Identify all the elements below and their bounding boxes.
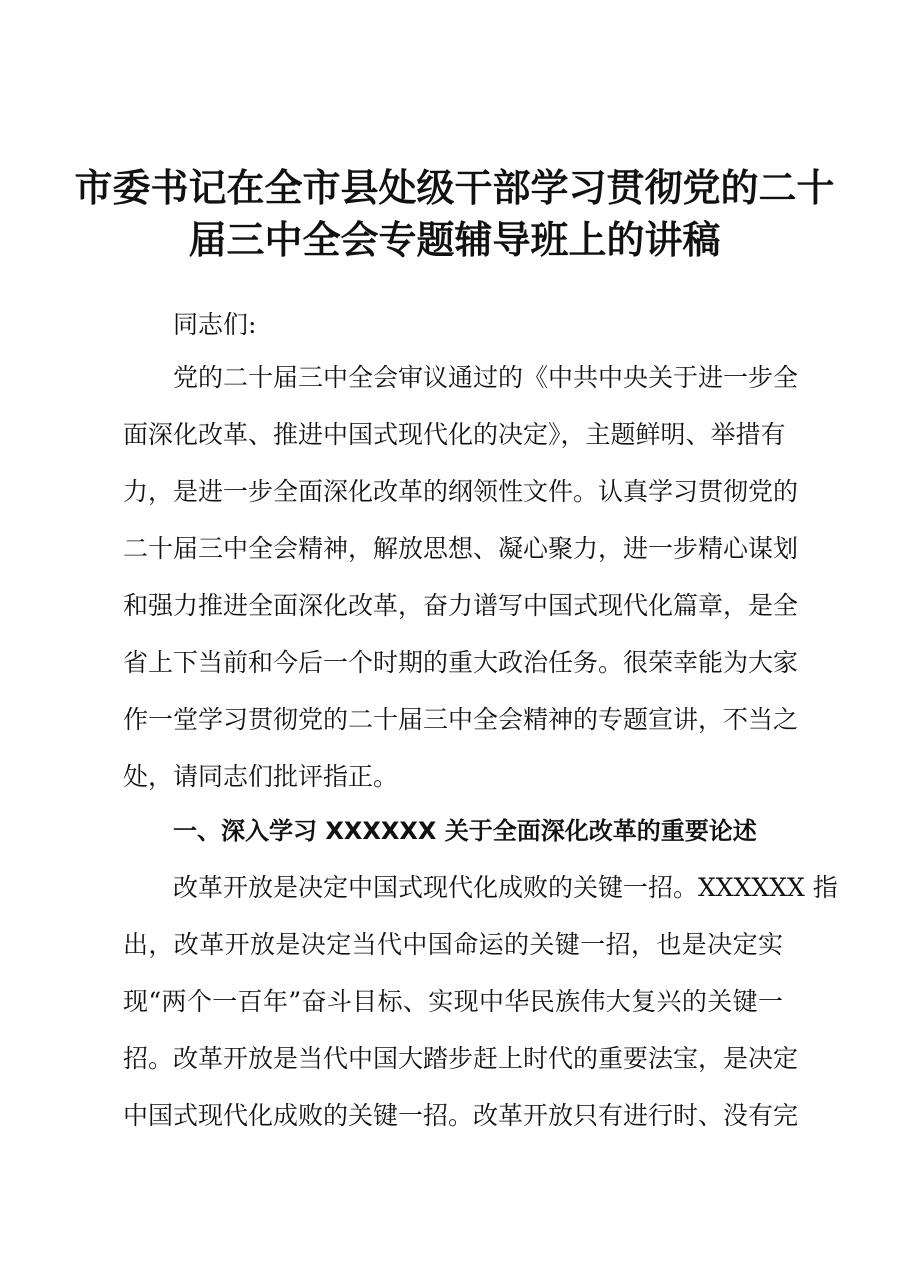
salutation: 同志们: [173,310,257,339]
document-title-line-2: 届三中全会专题辅导班上的讲稿 [188,217,721,262]
paragraph-2-line-1: 改革开放是决定中国式现代化成败的关键一招。XXXXXX 指 [173,873,838,902]
paragraph-2-line-4: 招。改革开放是当代中国大踏步赶上时代的重要法宝，是决定 [123,1044,799,1073]
paragraph-1-line-3: 力，是进一步全面深化改革的纲领性文件。认真学习贯彻党的 [123,477,799,506]
paragraph-1-line-7: 作一堂学习贯彻党的二十届三中全会精神的专题宣讲，不当之 [123,705,799,734]
paragraph-1-line-2: 面深化改革、推进中国式现代化的决定》，主题鲜明、举措有 [123,420,786,449]
paragraph-1-line-5: 和强力推进全面深化改革，奋力谱写中国式现代化篇章，是全 [123,591,799,620]
paragraph-1-line-4: 二十届三中全会精神，解放思想、凝心聚力，进一步精心谋划 [123,534,799,563]
paragraph-2-line-2: 出，改革开放是决定当代中国命运的关键一招，也是决定实 [123,930,783,959]
paragraph-1-line-6: 省上下当前和今后一个时期的重大政治任务。很荣幸能为大家 [123,648,799,677]
section-1-heading: 一、深入学习 XXXXXX 关于全面深化改革的重要论述 [173,817,757,845]
paragraph-2-line-3: 现“两个一百年”奋斗目标、实现中华民族伟大复兴的关键一 [123,987,783,1016]
paragraph-2-line-5: 中国式现代化成败的关键一招。改革开放只有进行时、没有完 [123,1101,799,1130]
document-title-line-1: 市委书记在全市县处级干部学习贯彻党的二十 [74,165,835,210]
paragraph-1-line-8: 处，请同志们批评指正。 [123,762,399,791]
paragraph-1-line-1: 党的二十届三中全会审议通过的《中共中央关于进一步全 [173,363,799,392]
